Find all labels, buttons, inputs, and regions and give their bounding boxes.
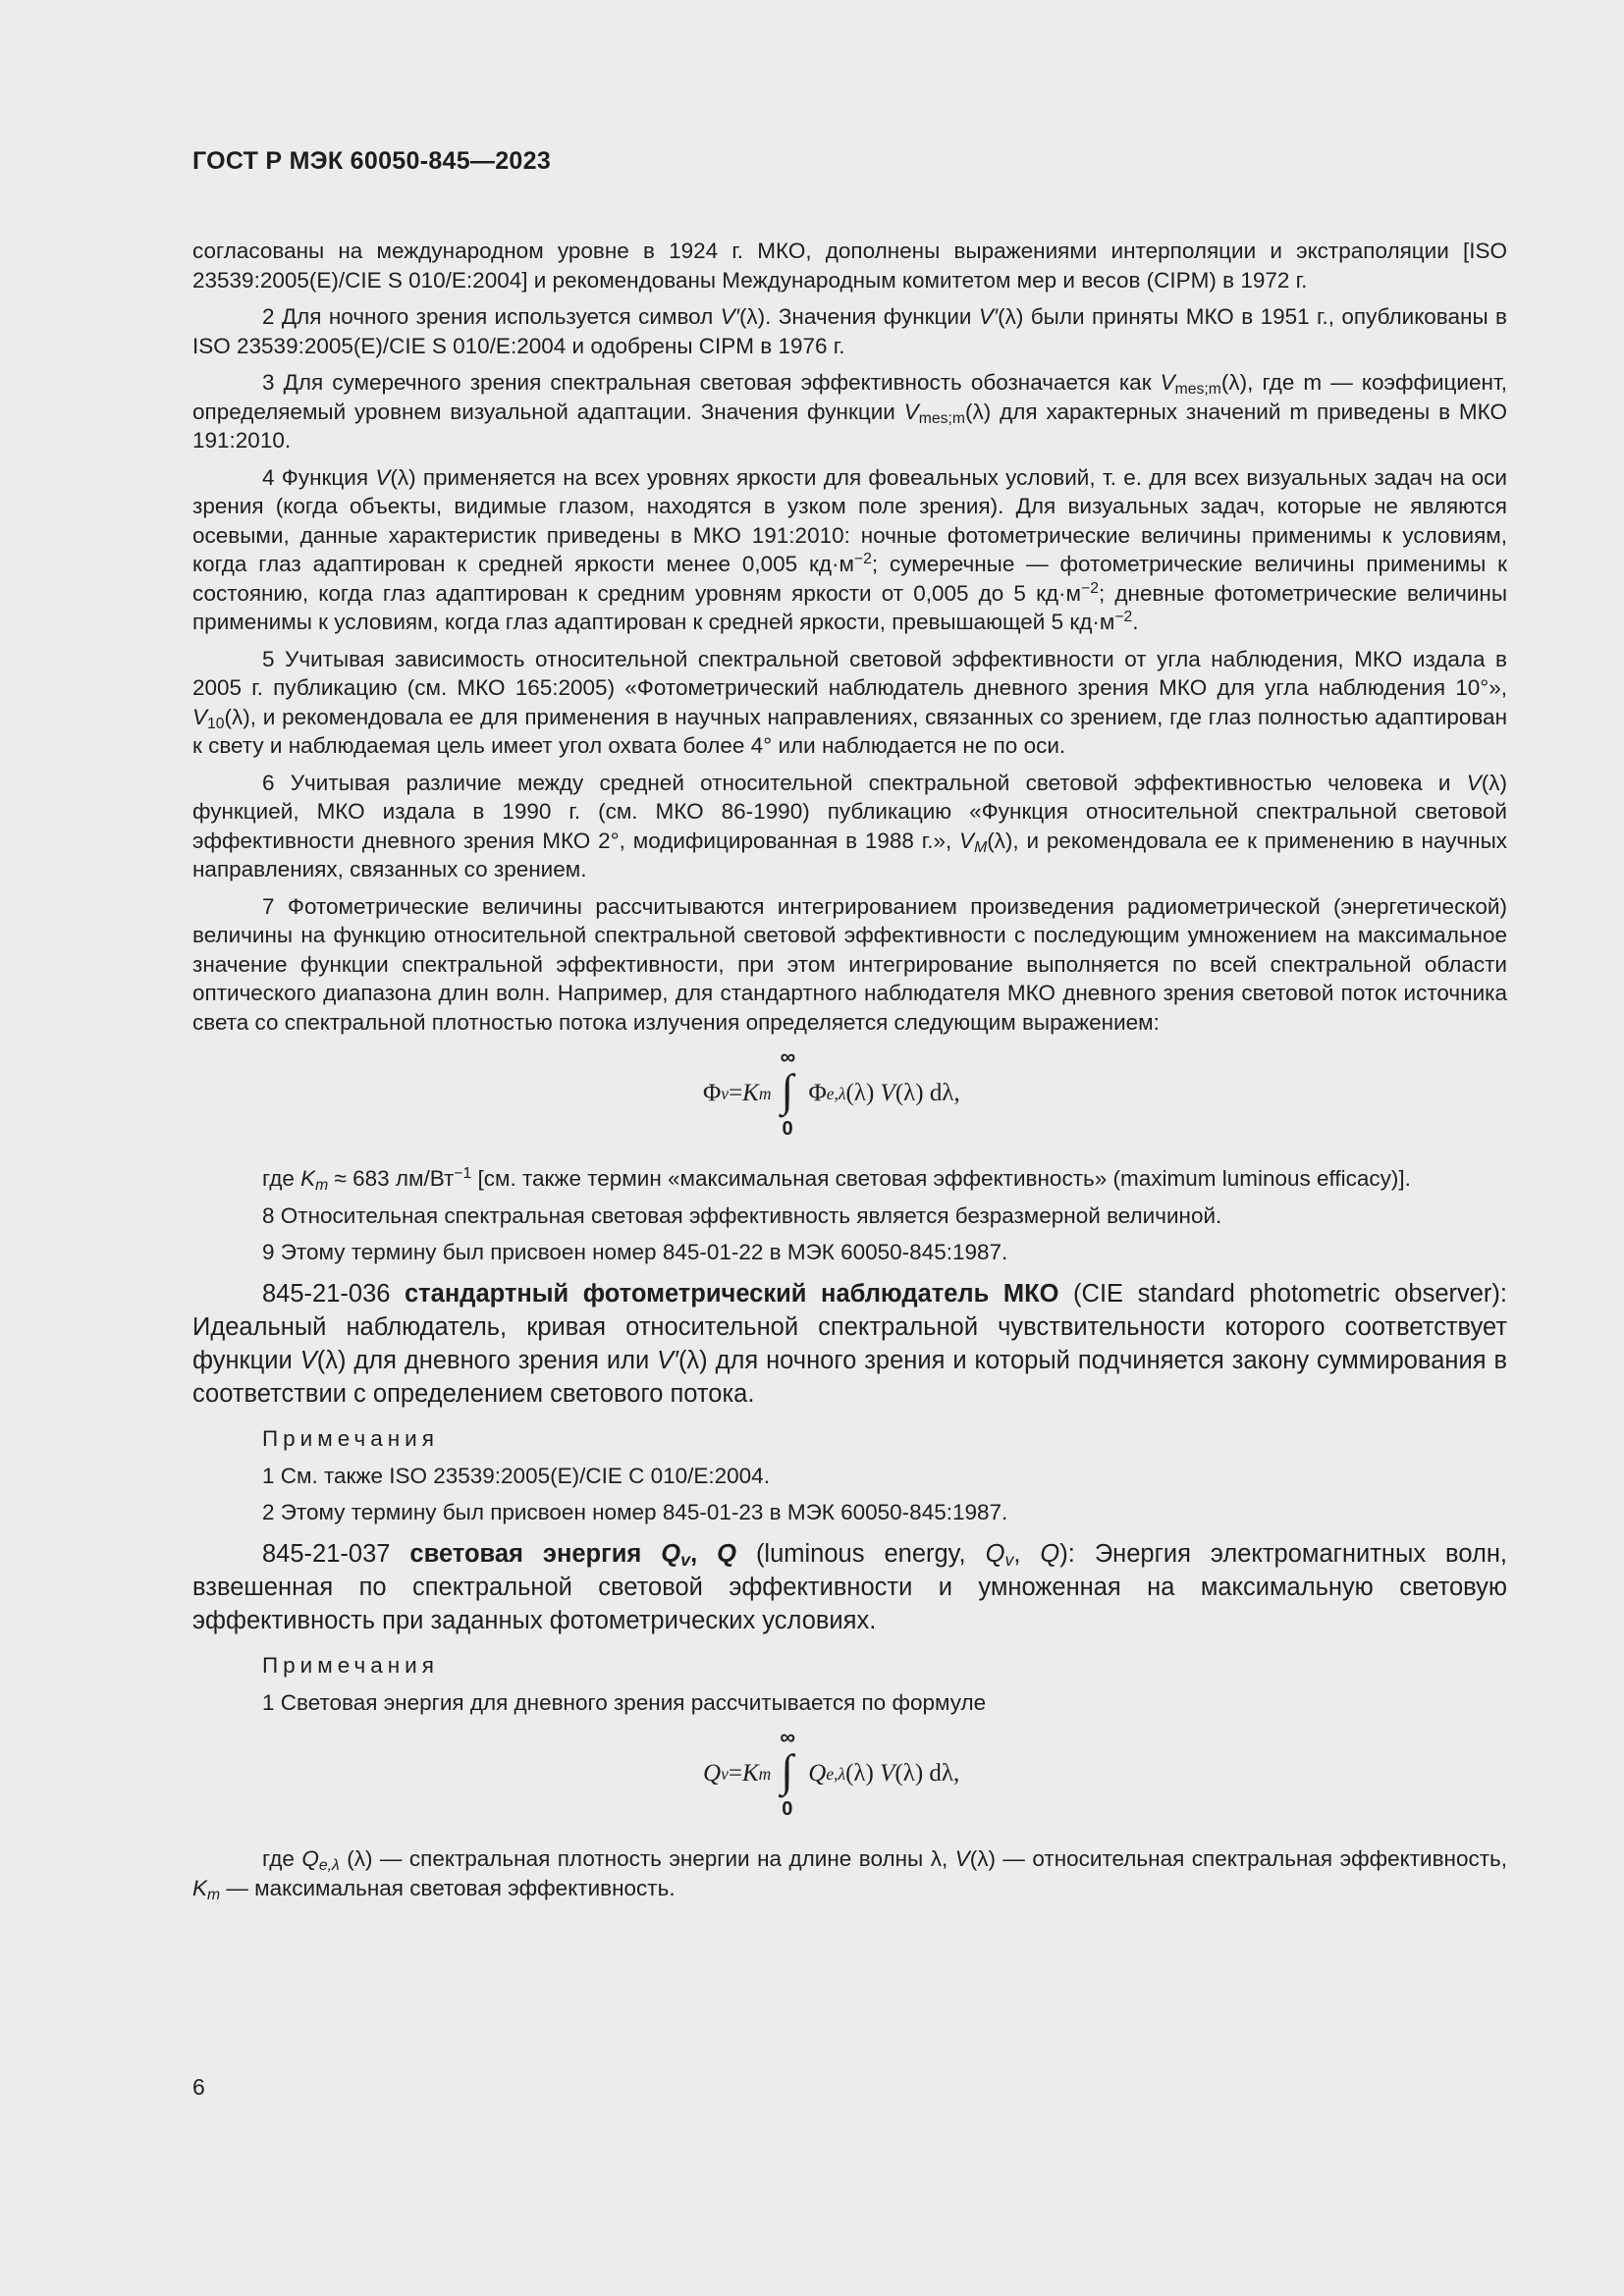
term-036-note-1: 1 См. также ISO 23539:2005(E)/CIE C 010/E:2004.: [262, 1463, 770, 1488]
notes-heading-037: Примечания: [262, 1652, 439, 1678]
formula-2-where: где $Q_{e,\lambda}$ (λ) — спектральная плотность энергии на длине волны λ, V(λ) — относительная спектральная эффективность, $K_m$ — максимальная световая эффективность.: [192, 1846, 1508, 1903]
document-page: [192, 147, 1507, 1910]
luminous-flux-formula: Φ v = K m ∞ ∫ 0 Φ e,λ (λ) V (λ) dλ,: [192, 1044, 1507, 1143]
note-4: 4 Функция V(λ) применяется на всех уровнях яркости для фовеальных условий, т. е. для всех визуальных задач на оси зрения (когда объекты, видимые глазом, находятся в узком поле зрения). Для визуальных задач, которые не являются осевыми, данные характеристик приведены в МКО 191:2010: ночные фотометрические величины применимы к условиям, когда глаз адаптирован к средней яркости менее 0,005 $кд\cdot м^{-2}$; сумеречные — фотометрические величины применимы к состоянию, когда глаз адаптирован к средним уровням яркости от 0,005 до 5 $кд\cdot м^{-2}$; дневные фотометрические величины применимы к условиям, когда глаз адаптирован к средней яркости, превышающей 5 $кд\cdot м^{-2}$.: [192, 464, 1507, 634]
notes-heading-036: Примечания: [262, 1425, 439, 1451]
term-036-note-2: 2 Этому термину был присвоен номер 845-01-23 в МЭК 60050-845:1987.: [262, 1500, 1008, 1524]
note-8: 8 Относительная спектральная световая эффективность является безразмерной величиной.: [262, 1202, 1222, 1228]
luminous-energy-formula: Q v = K m ∞ ∫ 0 Q e,λ (λ) V (λ) dλ,: [192, 1725, 1507, 1823]
note-3: 3 Для сумеречного зрения спектральная световая эффективность обозначается как $V_{mes;m}(\lambda)$, где m — коэффициент, определяемый уровнем визуальной адаптации. Значения функции $V_{mes;m}(\lambda)$ для характерных значений m приведены в МКО 191:2010.: [192, 370, 1507, 453]
note-9: 9 Этому термину был присвоен номер 845-01-22 в МЭК 60050-845:1987.: [262, 1240, 1008, 1264]
note-7: 7 Фотометрические величины рассчитываются интегрированием произведения радиометрической (энергетической) величины на функцию относительной спектральной световой эффективности с последующим умножением на максимальное значение функции спектральной эффективности, при этом интегрирование выполняется по всей спектральной области оптического диапазона длин волн. Например, для стандартного наблюдателя МКО дневного зрения световой поток источника света со спектральной плотностью потока излучения определяется следующим выражением:: [192, 893, 1507, 1035]
note-1-continuation: согласованы на международном уровне в 1924 г. МКО, дополнены выражениями интерполяции и экстраполяции [ISO 23539:2005(E)/CIE S 010/E:2004] и рекомендованы Международным комитетом мер и весов (CIPM) в 1972 г.: [192, 239, 1507, 293]
term-845-21-036: 845-21-036 стандартный фотометрический наблюдатель МКО (CIE standard photometric observer): Идеальный наблюдатель, кривая относительной спектральной чувствительности которого соответствует функции V(λ) для дневного зрения или V′(λ) для ночного зрения и который подчиняется закону суммирования в соответствии с определением светового потока.: [192, 1279, 1507, 1408]
term-845-21-037: 845-21-037 световая энергия $Q_v$, Q (luminous energy, $Q_v$, Q): Энергия электромагнитных волн, взвешенная по спектральной световой эффективности и умноженная на максимальную световую эффективность при заданных фотометрических условиях.: [192, 1539, 1507, 1634]
integral-sign: ∞ ∫ 0: [780, 1725, 795, 1820]
note-6: 6 Учитывая различие между средней относительной спектральной световой эффективностью человека и V(λ) функцией, МКО издала в 1990 г. (см. МКО 86-1990) публикацию «Функция относительной спектральной световой эффективности дневного зрения МКО 2°, модифицированная в 1988 г.», $V_M(\lambda)$, и рекомендовала ее к применению в научных направлениях, связанных со зрением.: [192, 770, 1507, 881]
note-5: 5 Учитывая зависимость относительной спектральной световой эффективности от угла наблюдения, МКО издала в 2005 г. публикацию (см. МКО 165:2005) «Фотометрический наблюдатель дневного зрения МКО для угла наблюдения 10°», $V_{10}(\lambda)$, и рекомендовала ее для применения в научных направлениях, связанных со зрением, где глаз полностью адаптирован к свету и наблюдаемая цель имеет угол охвата более 4° или наблюдается не по оси.: [192, 646, 1507, 758]
integral-sign: ∞ ∫ 0: [780, 1044, 796, 1140]
document-header: ГОСТ Р МЭК 60050-845—2023: [192, 147, 552, 175]
formula-1-where: где $K_m \approx 683$ $лм/Вт^{-1}$ [см. также термин «максимальная световая эффективность» (maximum luminous efficacy)].: [262, 1165, 1411, 1194]
term-037-note-1: 1 Световая энергия для дневного зрения рассчитывается по формуле: [262, 1689, 987, 1715]
page-number: 6: [192, 2074, 205, 2100]
note-2: 2 Для ночного зрения используется символ V′(λ). Значения функции V′(λ) были приняты МКО в 1951 г., опубликованы в ISO 23539:2005(E)/CIE S 010/E:2004 и одобрены CIPM в 1976 г.: [192, 304, 1507, 358]
